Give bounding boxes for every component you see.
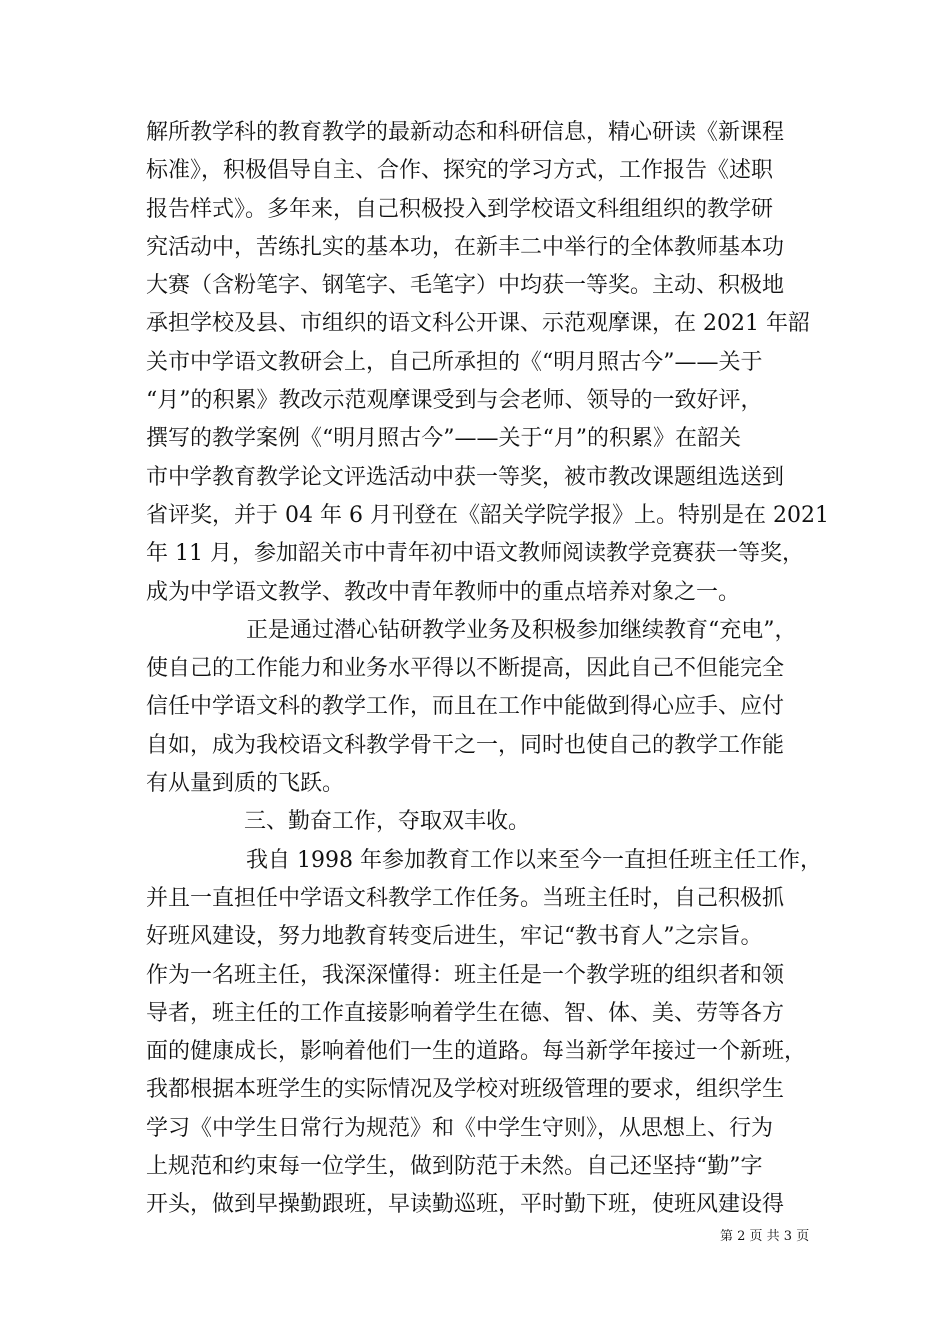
text-line: 作为一名班主任，我深深懂得：班主任是一个教学班的组织者和领	[146, 962, 785, 988]
paragraph-first-line: 正是通过潜心钻研教学业务及积极参加继续教育“充电”，	[246, 617, 797, 643]
text-line: 并且一直担任中学语文科教学工作任务。当班主任时，自己积极抓	[146, 885, 785, 911]
text-line: 报告样式》。多年来，自己积极投入到学校语文科组组织的教学研	[146, 196, 774, 222]
text-line: 承担学校及县、市组织的语文科公开课、示范观摩课，在 2021 年韶	[146, 311, 810, 337]
text-line: 导者，班主任的工作直接影响着学生在德、智、体、美、劳等各方	[146, 1000, 785, 1026]
text-line: “月”的积累》教改示范观摩课受到与会老师、领导的一致好评，	[146, 388, 763, 414]
text-line: 信任中学语文科的教学工作，而且在工作中能做到得心应手、应付	[146, 694, 785, 720]
text-line: 使自己的工作能力和业务水平得以不断提高，因此自己不但能完全	[146, 656, 785, 682]
page-footer: 第 2 页 共 3 页	[720, 1229, 810, 1244]
text-line: 我都根据本班学生的实际情况及学校对班级管理的要求，组织学生	[146, 1077, 785, 1103]
section-heading: 三、勤奋工作，夺取双丰收。	[244, 809, 531, 835]
text-line: 关市中学语文教研会上，自己所承担的《“明月照古今”——关于	[146, 349, 763, 375]
text-line: 年 11 月，参加韶关市中青年初中语文教师阅读教学竞赛获一等奖，	[146, 541, 804, 567]
text-line: 好班风建设，努力地教育转变后进生，牢记“教书育人”之宗旨。	[146, 924, 763, 950]
text-line: 开头，做到早操勤跟班，早读勤巡班，平时勤下班，使班风建设得	[146, 1192, 785, 1218]
text-line: 究活动中，苦练扎实的基本功，在新丰二中举行的全体教师基本功	[146, 234, 785, 260]
text-line: 大赛（含粉笔字、钢笔字、毛笔字）中均获一等奖。主动、积极地	[146, 273, 785, 299]
text-line: 标准》，积极倡导自主、合作、探究的学习方式，工作报告《述职	[146, 158, 774, 184]
text-line: 有从量到质的飞跃。	[146, 771, 345, 797]
text-line: 上规范和约束每一位学生，做到防范于未然。自己还坚持“勤”字	[146, 1154, 763, 1180]
paragraph-first-line: 我自 1998 年参加教育工作以来至今一直担任班主任工作，	[246, 847, 822, 873]
text-line: 自如，成为我校语文科教学骨干之一，同时也使自己的教学工作能	[146, 732, 785, 758]
text-line: 成为中学语文教学、教改中青年教师中的重点培养对象之一。	[146, 579, 741, 605]
text-line: 市中学教育教学论文评选活动中获一等奖，被市教改课题组选送到	[146, 464, 785, 490]
text-line: 撰写的教学案例《“明月照古今”——关于“月”的积累》在韶关	[146, 426, 741, 452]
body-text	[146, 114, 829, 1225]
text-line: 学习《中学生日常行为规范》和《中学生守则》，从思想上、行为	[146, 1115, 774, 1141]
text-line: 面的健康成长，影响着他们一生的道路。每当新学年接过一个新班，	[146, 1039, 807, 1065]
text-line: 省评奖，并于 04 年 6 月刊登在《韶关学院学报》上。特别是在 2021	[146, 502, 829, 528]
text-line: 解所教学科的教育教学的最新动态和科研信息，精心研读《新课程	[146, 120, 785, 145]
